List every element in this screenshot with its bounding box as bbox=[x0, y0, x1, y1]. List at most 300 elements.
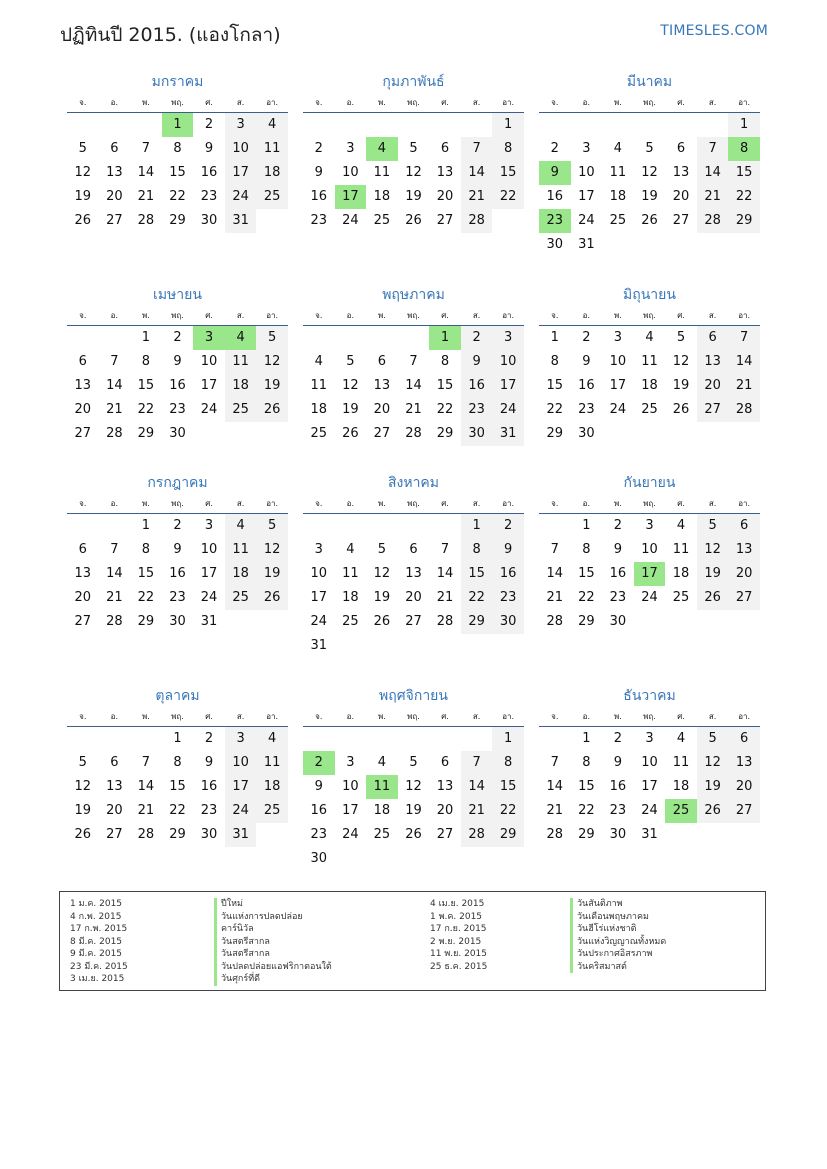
day-cell: 9 bbox=[613, 755, 623, 770]
day-cell: 14 bbox=[106, 378, 123, 393]
day-cell: 23 bbox=[200, 803, 218, 818]
day-grid bbox=[539, 326, 760, 446]
weekday-label: ส. bbox=[236, 712, 245, 721]
day-cell: 29 bbox=[578, 614, 595, 629]
month-name: ตุลาคม bbox=[155, 688, 200, 704]
weekday-label: จ. bbox=[551, 712, 559, 721]
weekday-label: พ. bbox=[613, 712, 622, 721]
legend-date: 4 เม.ย. 2015 bbox=[430, 899, 485, 909]
day-cell: 18 bbox=[225, 374, 257, 398]
day-cell: 29 bbox=[461, 610, 493, 634]
day-cell: 21 bbox=[728, 374, 760, 398]
day-cell: 6 bbox=[440, 755, 450, 770]
day-grid bbox=[67, 727, 288, 847]
legend-date: 25 ธ.ค. 2015 bbox=[430, 961, 488, 972]
empty-cell bbox=[398, 514, 430, 538]
day-cell: 9 bbox=[613, 542, 623, 557]
day-cell: 5 bbox=[409, 755, 418, 770]
day-cell: 16 bbox=[169, 378, 186, 393]
day-cell: 13 bbox=[74, 378, 92, 393]
weekday-label: พ. bbox=[141, 98, 150, 107]
weekday-label: จ. bbox=[315, 98, 323, 107]
weekday-label: ศ. bbox=[441, 98, 449, 107]
day-cell: 23 bbox=[492, 586, 524, 610]
day-cell: 27 bbox=[436, 827, 454, 842]
day-cell: 15 bbox=[578, 566, 595, 581]
day-cell: 26 bbox=[342, 426, 359, 441]
day-cell: 31 bbox=[200, 614, 218, 629]
weekday-label: พ. bbox=[377, 712, 386, 721]
day-cell: 2 bbox=[492, 514, 524, 538]
day-cell: 31 bbox=[641, 827, 658, 842]
weekday-label: พฤ. bbox=[407, 712, 420, 721]
empty-cell bbox=[539, 113, 571, 137]
day-cell: 1 bbox=[550, 330, 559, 345]
weekday-label: อา. bbox=[502, 98, 515, 107]
day-cell: 6 bbox=[78, 542, 87, 557]
day-cell: 17 bbox=[200, 378, 218, 393]
day-cell: 26 bbox=[74, 213, 92, 228]
weekday-label: ศ. bbox=[677, 499, 685, 508]
weekday-label: ศ. bbox=[677, 311, 685, 320]
weekday-label: จ. bbox=[551, 98, 559, 107]
day-cell: 19 bbox=[342, 402, 359, 417]
empty-cell bbox=[67, 326, 99, 350]
month-name: สิงหาคม bbox=[387, 475, 440, 491]
day-cell: 19 bbox=[256, 374, 288, 398]
day-cell: 20 bbox=[672, 189, 690, 204]
day-cell: 20 bbox=[373, 402, 391, 417]
day-grid bbox=[67, 113, 288, 233]
day-cell: 30 bbox=[169, 426, 186, 441]
day-cell: 29 bbox=[578, 827, 595, 842]
empty-cell bbox=[303, 727, 335, 751]
month-block bbox=[303, 285, 524, 446]
day-cell: 5 bbox=[78, 755, 87, 770]
day-cell: 25 bbox=[256, 185, 288, 209]
weekday-label: พฤ. bbox=[643, 98, 656, 107]
day-cell: 26 bbox=[697, 586, 729, 610]
weekday-label: ศ. bbox=[441, 499, 449, 508]
day-cell: 8 bbox=[492, 751, 524, 775]
holiday-day: 1 bbox=[162, 113, 194, 137]
legend-date: 3 เม.ย. 2015 bbox=[70, 974, 125, 984]
holiday-day: 4 bbox=[225, 326, 257, 350]
day-cell: 9 bbox=[204, 755, 214, 770]
day-cell: 2 bbox=[613, 731, 623, 746]
legend-date: 17 ก.พ. 2015 bbox=[70, 924, 128, 934]
day-cell: 1 bbox=[141, 518, 151, 533]
day-cell: 10 bbox=[492, 350, 524, 374]
day-cell: 30 bbox=[546, 237, 564, 252]
day-cell: 31 bbox=[225, 823, 257, 847]
holiday-day: 8 bbox=[728, 137, 760, 161]
day-cell: 18 bbox=[342, 590, 359, 605]
day-cell: 9 bbox=[314, 779, 323, 794]
legend-holiday-name: วันแห่งการปลดปล่อย bbox=[214, 911, 332, 924]
day-cell: 3 bbox=[492, 326, 524, 350]
day-cell: 30 bbox=[200, 213, 218, 228]
day-cell: 25 bbox=[225, 586, 257, 610]
weekday-label: พ. bbox=[377, 499, 386, 508]
day-cell: 27 bbox=[106, 827, 123, 842]
empty-cell bbox=[366, 326, 398, 350]
weekday-label: ส. bbox=[708, 499, 717, 508]
weekday-label: อา. bbox=[266, 712, 279, 721]
weekday-header bbox=[539, 96, 760, 113]
day-cell: 26 bbox=[373, 614, 391, 629]
day-cell: 29 bbox=[137, 426, 155, 441]
day-cell: 13 bbox=[728, 751, 760, 775]
weekday-label: จ. bbox=[79, 499, 87, 508]
day-cell: 6 bbox=[78, 354, 87, 369]
weekday-header bbox=[539, 497, 760, 514]
weekday-label: อา. bbox=[266, 499, 279, 508]
day-cell: 15 bbox=[436, 378, 454, 393]
empty-cell bbox=[366, 727, 398, 751]
month-block bbox=[67, 285, 288, 446]
month-block bbox=[67, 686, 288, 847]
day-cell: 12 bbox=[405, 779, 422, 794]
day-cell: 2 bbox=[173, 518, 182, 533]
day-cell: 4 bbox=[645, 330, 654, 345]
weekday-label: พฤ. bbox=[407, 499, 420, 508]
weekday-header bbox=[303, 96, 524, 113]
day-cell: 30 bbox=[492, 610, 524, 634]
day-cell: 19 bbox=[373, 590, 391, 605]
page-title: ปฏิทินปี 2015. (แองโกลา) bbox=[60, 24, 281, 46]
weekday-header bbox=[539, 710, 760, 727]
day-cell: 15 bbox=[546, 378, 564, 393]
day-cell: 16 bbox=[310, 803, 328, 818]
day-cell: 5 bbox=[78, 141, 87, 156]
day-cell: 21 bbox=[461, 799, 493, 823]
day-cell: 19 bbox=[697, 775, 729, 799]
day-cell: 16 bbox=[200, 779, 218, 794]
weekday-label: อา. bbox=[266, 311, 279, 320]
day-cell: 3 bbox=[314, 542, 323, 557]
day-cell: 23 bbox=[609, 803, 627, 818]
weekday-label: ส. bbox=[708, 98, 717, 107]
weekday-label: ศ. bbox=[205, 98, 213, 107]
day-cell: 1 bbox=[492, 727, 524, 751]
day-cell: 22 bbox=[492, 799, 524, 823]
day-cell: 4 bbox=[314, 354, 323, 369]
day-cell: 9 bbox=[204, 141, 214, 156]
day-cell: 20 bbox=[74, 590, 92, 605]
day-cell: 27 bbox=[672, 213, 690, 228]
empty-cell bbox=[335, 113, 367, 137]
weekday-label: พฤ. bbox=[643, 712, 656, 721]
day-cell: 22 bbox=[169, 803, 186, 818]
weekday-header bbox=[303, 710, 524, 727]
legend-holiday-name: วันฮีโร่แห่งชาติ bbox=[570, 923, 666, 936]
weekday-label: อ. bbox=[346, 98, 355, 107]
day-cell: 6 bbox=[110, 141, 119, 156]
weekday-label: จ. bbox=[551, 499, 559, 508]
empty-cell bbox=[303, 514, 335, 538]
day-cell: 1 bbox=[492, 113, 524, 137]
day-cell: 3 bbox=[225, 113, 257, 137]
day-cell: 14 bbox=[106, 566, 123, 581]
day-grid bbox=[67, 514, 288, 634]
day-cell: 7 bbox=[550, 542, 559, 557]
day-cell: 5 bbox=[256, 326, 288, 350]
day-cell: 19 bbox=[256, 562, 288, 586]
weekday-label: ส. bbox=[236, 98, 245, 107]
weekday-label: ศ. bbox=[677, 712, 685, 721]
day-cell: 18 bbox=[256, 161, 288, 185]
day-cell: 11 bbox=[672, 755, 690, 770]
day-cell: 13 bbox=[74, 566, 92, 581]
day-cell: 14 bbox=[461, 161, 493, 185]
day-cell: 30 bbox=[609, 827, 627, 842]
month-block bbox=[539, 686, 760, 847]
day-cell: 15 bbox=[137, 566, 155, 581]
month-block bbox=[67, 473, 288, 634]
day-cell: 24 bbox=[200, 590, 218, 605]
day-cell: 26 bbox=[74, 827, 92, 842]
day-cell: 30 bbox=[310, 851, 328, 866]
day-cell: 26 bbox=[697, 799, 729, 823]
brand-link[interactable]: TIMESLES.COM bbox=[660, 23, 768, 39]
day-cell: 25 bbox=[225, 398, 257, 422]
day-cell: 16 bbox=[609, 779, 627, 794]
day-cell: 24 bbox=[641, 803, 658, 818]
weekday-header bbox=[67, 309, 288, 326]
day-cell: 17 bbox=[641, 779, 658, 794]
weekday-label: อา. bbox=[502, 499, 515, 508]
weekday-header bbox=[67, 96, 288, 113]
day-cell: 13 bbox=[373, 378, 391, 393]
empty-cell bbox=[366, 514, 398, 538]
weekday-header bbox=[67, 497, 288, 514]
day-cell: 22 bbox=[728, 185, 760, 209]
holiday-day: 9 bbox=[539, 161, 571, 185]
day-cell: 3 bbox=[346, 755, 355, 770]
day-cell: 27 bbox=[436, 213, 454, 228]
day-cell: 11 bbox=[342, 566, 359, 581]
day-cell: 5 bbox=[346, 354, 355, 369]
day-cell: 3 bbox=[645, 731, 654, 746]
day-cell: 7 bbox=[141, 755, 151, 770]
day-cell: 31 bbox=[225, 209, 257, 233]
day-cell: 7 bbox=[550, 755, 559, 770]
day-cell: 14 bbox=[436, 566, 454, 581]
day-cell: 24 bbox=[641, 590, 658, 605]
day-cell: 21 bbox=[137, 189, 155, 204]
weekday-label: พ. bbox=[613, 499, 622, 508]
weekday-label: ส. bbox=[472, 499, 481, 508]
day-cell: 2 bbox=[204, 731, 214, 746]
day-cell: 28 bbox=[106, 426, 123, 441]
weekday-label: ศ. bbox=[441, 712, 449, 721]
day-cell: 7 bbox=[110, 542, 119, 557]
day-cell: 11 bbox=[641, 354, 658, 369]
day-cell: 27 bbox=[728, 799, 760, 823]
day-cell: 18 bbox=[641, 378, 658, 393]
day-cell: 4 bbox=[346, 542, 355, 557]
empty-cell bbox=[697, 113, 729, 137]
day-cell: 15 bbox=[728, 161, 760, 185]
weekday-label: อ. bbox=[582, 311, 591, 320]
day-cell: 29 bbox=[492, 823, 524, 847]
day-cell: 11 bbox=[225, 538, 257, 562]
day-cell: 14 bbox=[697, 161, 729, 185]
day-cell: 22 bbox=[546, 402, 564, 417]
day-cell: 15 bbox=[492, 161, 524, 185]
day-cell: 1 bbox=[173, 731, 182, 746]
day-cell: 4 bbox=[256, 727, 288, 751]
day-cell: 24 bbox=[225, 799, 257, 823]
day-cell: 29 bbox=[436, 426, 454, 441]
day-cell: 5 bbox=[256, 514, 288, 538]
day-cell: 7 bbox=[697, 137, 729, 161]
day-cell: 7 bbox=[141, 141, 151, 156]
day-cell: 2 bbox=[582, 330, 591, 345]
day-cell: 23 bbox=[169, 590, 186, 605]
holiday-day: 4 bbox=[366, 137, 398, 161]
day-cell: 28 bbox=[137, 213, 155, 228]
day-cell: 2 bbox=[461, 326, 493, 350]
legend-date: 17 ก.ย. 2015 bbox=[430, 924, 487, 934]
day-cell: 14 bbox=[137, 779, 155, 794]
day-cell: 14 bbox=[546, 779, 564, 794]
weekday-label: ส. bbox=[472, 712, 481, 721]
day-cell: 8 bbox=[582, 755, 591, 770]
day-cell: 18 bbox=[609, 189, 627, 204]
legend-names-left bbox=[214, 898, 332, 986]
day-cell: 14 bbox=[137, 165, 155, 180]
day-cell: 24 bbox=[225, 185, 257, 209]
day-cell: 22 bbox=[169, 189, 186, 204]
weekday-label: อา. bbox=[738, 499, 751, 508]
day-cell: 16 bbox=[546, 189, 564, 204]
empty-cell bbox=[67, 727, 99, 751]
legend-holiday-name: วันศุกร์ที่ดี bbox=[214, 973, 332, 986]
day-cell: 13 bbox=[106, 165, 123, 180]
day-cell: 18 bbox=[225, 562, 257, 586]
day-cell: 7 bbox=[461, 137, 493, 161]
legend-holiday-name: วันปลดปล่อยแอฟริกาตอนใต้ bbox=[214, 961, 332, 974]
day-cell: 12 bbox=[74, 165, 92, 180]
day-cell: 21 bbox=[436, 590, 454, 605]
empty-cell bbox=[461, 113, 493, 137]
day-cell: 2 bbox=[204, 117, 214, 132]
day-cell: 10 bbox=[225, 751, 257, 775]
day-cell: 8 bbox=[582, 542, 591, 557]
day-cell: 22 bbox=[461, 586, 493, 610]
day-cell: 31 bbox=[492, 422, 524, 446]
day-cell: 7 bbox=[461, 751, 493, 775]
day-cell: 21 bbox=[106, 590, 123, 605]
day-cell: 22 bbox=[137, 590, 155, 605]
day-cell: 21 bbox=[106, 402, 123, 417]
day-cell: 17 bbox=[492, 374, 524, 398]
day-cell: 24 bbox=[342, 827, 359, 842]
empty-cell bbox=[99, 113, 131, 137]
weekday-label: พฤ. bbox=[171, 712, 184, 721]
weekday-label: ศ. bbox=[205, 712, 213, 721]
day-grid bbox=[539, 514, 760, 634]
day-cell: 15 bbox=[578, 779, 595, 794]
legend-names-right bbox=[570, 898, 666, 973]
holiday-day: 17 bbox=[335, 185, 367, 209]
weekday-label: อ. bbox=[110, 499, 119, 508]
month-name: มิถุนายน bbox=[623, 287, 676, 303]
holiday-day: 25 bbox=[665, 799, 697, 823]
day-cell: 11 bbox=[373, 165, 391, 180]
day-cell: 9 bbox=[173, 354, 182, 369]
day-cell: 9 bbox=[492, 538, 524, 562]
day-cell: 14 bbox=[405, 378, 422, 393]
day-cell: 31 bbox=[310, 638, 328, 653]
weekday-label: พ. bbox=[613, 311, 622, 320]
day-cell: 29 bbox=[546, 426, 564, 441]
holiday-day: 1 bbox=[429, 326, 461, 350]
day-cell: 28 bbox=[461, 209, 493, 233]
weekday-label: พ. bbox=[377, 311, 386, 320]
empty-cell bbox=[634, 113, 666, 137]
day-cell: 12 bbox=[342, 378, 359, 393]
day-cell: 28 bbox=[461, 823, 493, 847]
day-cell: 1 bbox=[461, 514, 493, 538]
day-cell: 23 bbox=[609, 590, 627, 605]
day-cell: 26 bbox=[256, 398, 288, 422]
empty-cell bbox=[366, 113, 398, 137]
day-cell: 18 bbox=[310, 402, 328, 417]
day-cell: 23 bbox=[310, 213, 328, 228]
day-cell: 16 bbox=[578, 378, 595, 393]
day-cell: 1 bbox=[141, 330, 151, 345]
day-cell: 21 bbox=[461, 185, 493, 209]
day-cell: 6 bbox=[377, 354, 387, 369]
day-cell: 8 bbox=[461, 538, 493, 562]
legend-holiday-name: วันสตรีสากล bbox=[214, 948, 332, 961]
day-cell: 13 bbox=[106, 779, 123, 794]
day-cell: 18 bbox=[672, 566, 690, 581]
day-cell: 19 bbox=[405, 803, 422, 818]
legend-date: 1 พ.ค. 2015 bbox=[430, 911, 483, 922]
day-cell: 30 bbox=[578, 426, 595, 441]
day-grid bbox=[303, 326, 524, 446]
day-cell: 27 bbox=[106, 213, 123, 228]
empty-cell bbox=[461, 727, 493, 751]
day-cell: 3 bbox=[225, 727, 257, 751]
day-cell: 24 bbox=[310, 614, 328, 629]
weekday-label: อ. bbox=[110, 311, 119, 320]
day-cell: 4 bbox=[225, 514, 257, 538]
day-cell: 20 bbox=[728, 562, 760, 586]
day-cell: 14 bbox=[546, 566, 564, 581]
day-cell: 22 bbox=[578, 590, 595, 605]
day-cell: 12 bbox=[373, 566, 391, 581]
day-cell: 7 bbox=[728, 326, 760, 350]
day-cell: 26 bbox=[641, 213, 658, 228]
day-cell: 30 bbox=[609, 614, 627, 629]
weekday-label: อ. bbox=[582, 98, 591, 107]
day-cell: 9 bbox=[461, 350, 493, 374]
day-cell: 10 bbox=[578, 165, 595, 180]
weekday-label: จ. bbox=[315, 311, 323, 320]
day-cell: 17 bbox=[578, 189, 595, 204]
day-cell: 1 bbox=[582, 518, 591, 533]
day-grid bbox=[539, 727, 760, 847]
day-grid bbox=[539, 113, 760, 257]
empty-cell bbox=[303, 326, 335, 350]
day-cell: 21 bbox=[546, 590, 564, 605]
day-cell: 20 bbox=[697, 374, 729, 398]
